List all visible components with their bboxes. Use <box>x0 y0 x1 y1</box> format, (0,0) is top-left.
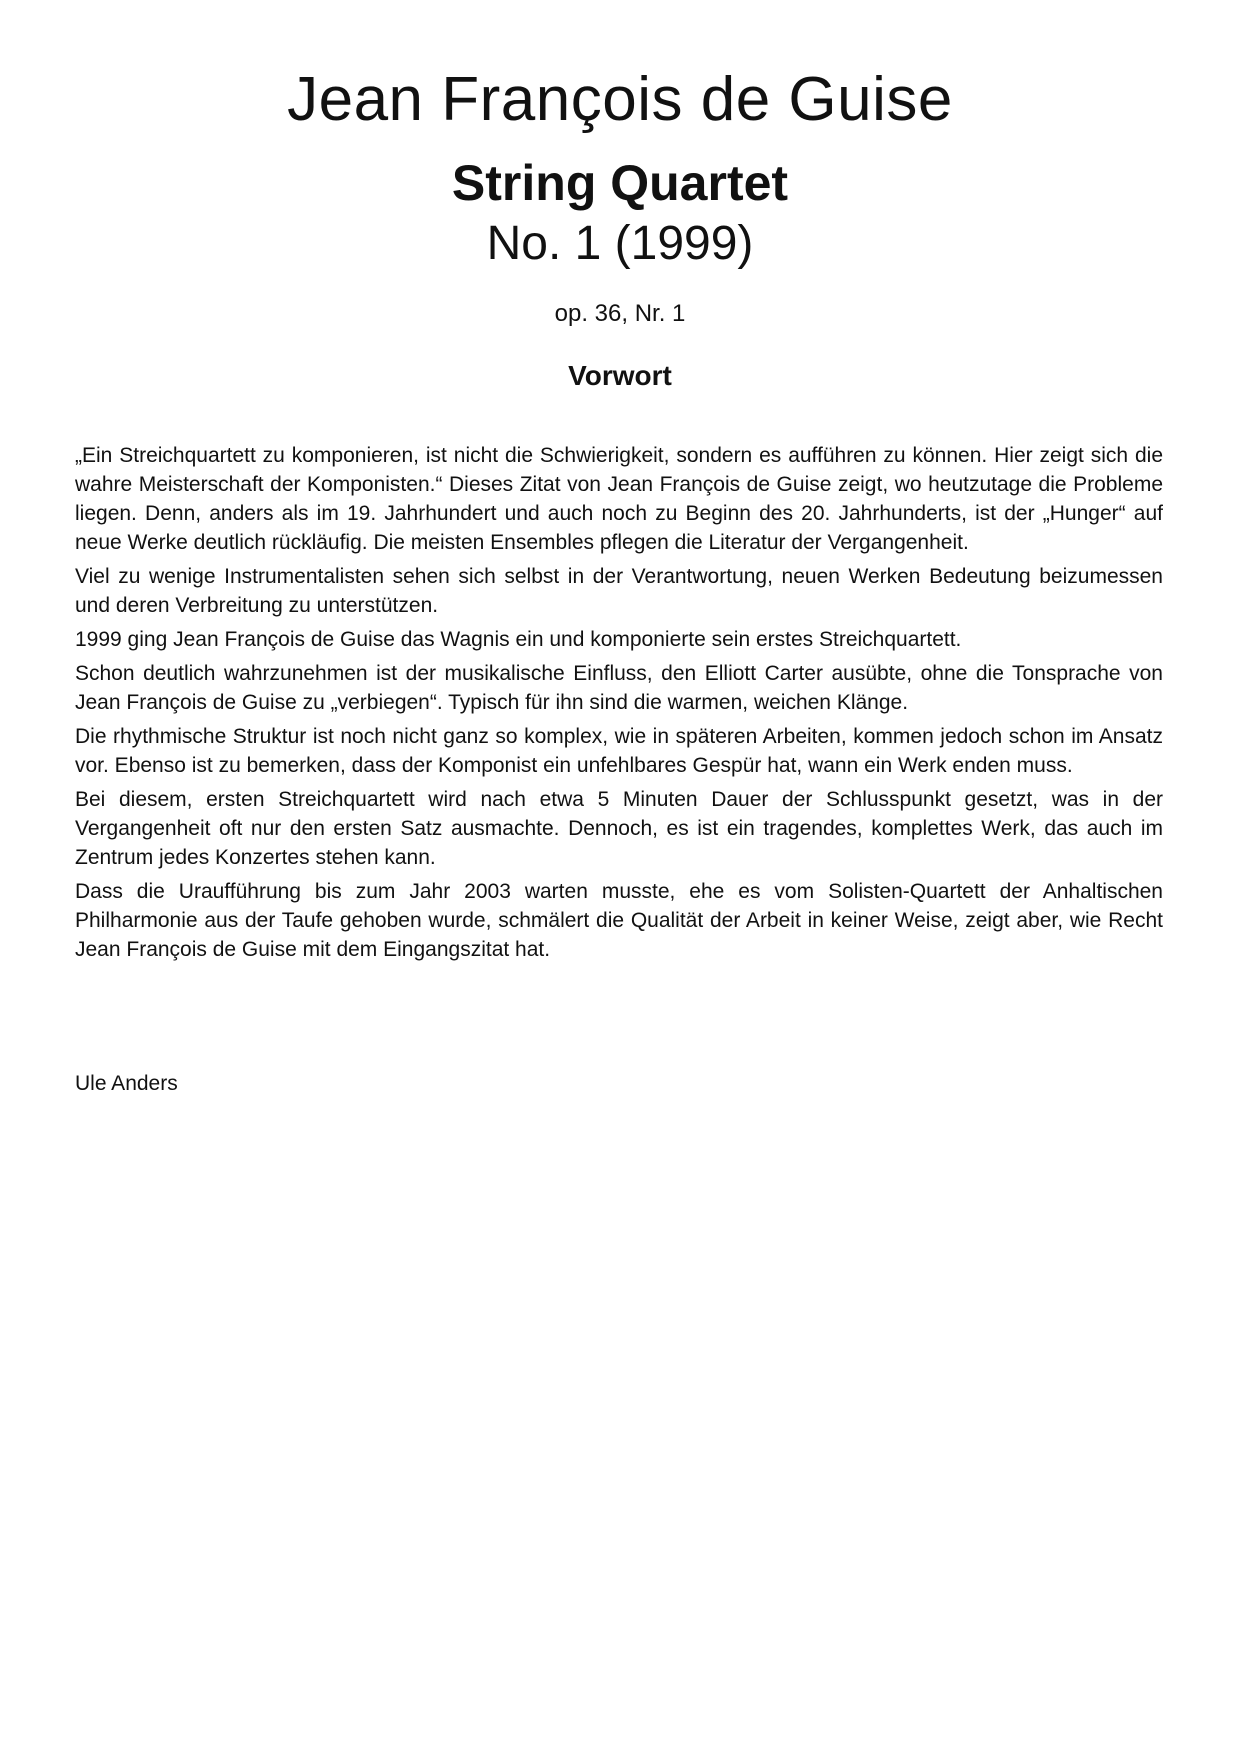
work-title: String Quartet <box>451 155 789 211</box>
preface-body <box>75 441 1163 969</box>
author-signature: Ule Anders <box>75 1072 178 1095</box>
preface-paragraph: Bei diesem, ersten Streichquartett wird nach etwa 5 Minuten Dauer der Schlusspunkt gesetzt, was in der Vergangenheit oft nur den ersten Satz ausmachte. Dennoch, es ist ein tragendes, komplettes Werk, das auch im Zentrum jedes Konzertes stehen kann. <box>75 788 1163 869</box>
preface-paragraph: Schon deutlich wahrzunehmen ist der musikalische Einfluss, den Elliott Carter ausübte, ohne die Tonsprache von Jean François de Guise zu „verbiegen“. Typisch für ihn sind die warmen, weichen Klänge. <box>75 662 1163 714</box>
composer-name: Jean François de Guise <box>287 65 953 134</box>
opus-number: op. 36, Nr. 1 <box>554 300 686 327</box>
preface-paragraph: Die rhythmische Struktur ist noch nicht ganz so komplex, wie in späteren Arbeiten, kommen jedoch schon im Ansatz vor. Ebenso ist zu bemerken, dass der Komponist ein unfehlbares Gespür hat, wann ein Werk enden muss. <box>75 725 1163 777</box>
work-number: No. 1 (1999) <box>486 217 754 270</box>
preface-paragraph: Viel zu wenige Instrumentalisten sehen sich selbst in der Verantwortung, neuen Werken Bedeutung beizumessen und deren Verbreitung zu unterstützen. <box>75 565 1163 617</box>
preface-paragraph: „Ein Streichquartett zu komponieren, ist nicht die Schwierigkeit, sondern es aufführen zu können. Hier zeigt sich die wahre Meisterschaft der Komponisten.“ Dieses Zitat von Jean François de Guise zeigt, wo heutzutage die Probleme liegen. Denn, anders als im 19. Jahrhundert und auch noch zu Beginn des 20. Jahrhunderts, ist der „Hunger“ auf neue Werke deutlich rückläufig. Die meisten Ensembles pflegen die Literatur der Vergangenheit. <box>75 444 1163 554</box>
preface-paragraph: 1999 ging Jean François de Guise das Wagnis ein und komponierte sein erstes Streichquartett. <box>75 628 962 651</box>
preface-heading: Vorwort <box>568 360 672 391</box>
preface-paragraph: Dass die Uraufführung bis zum Jahr 2003 warten musste, ehe es vom Solisten-Quartett der Anhaltischen Philharmonie aus der Taufe gehoben wurde, schmälert die Qualität der Arbeit in keiner Weise, zeigt aber, wie Recht Jean François de Guise mit dem Eingangszitat hat. <box>75 880 1163 961</box>
